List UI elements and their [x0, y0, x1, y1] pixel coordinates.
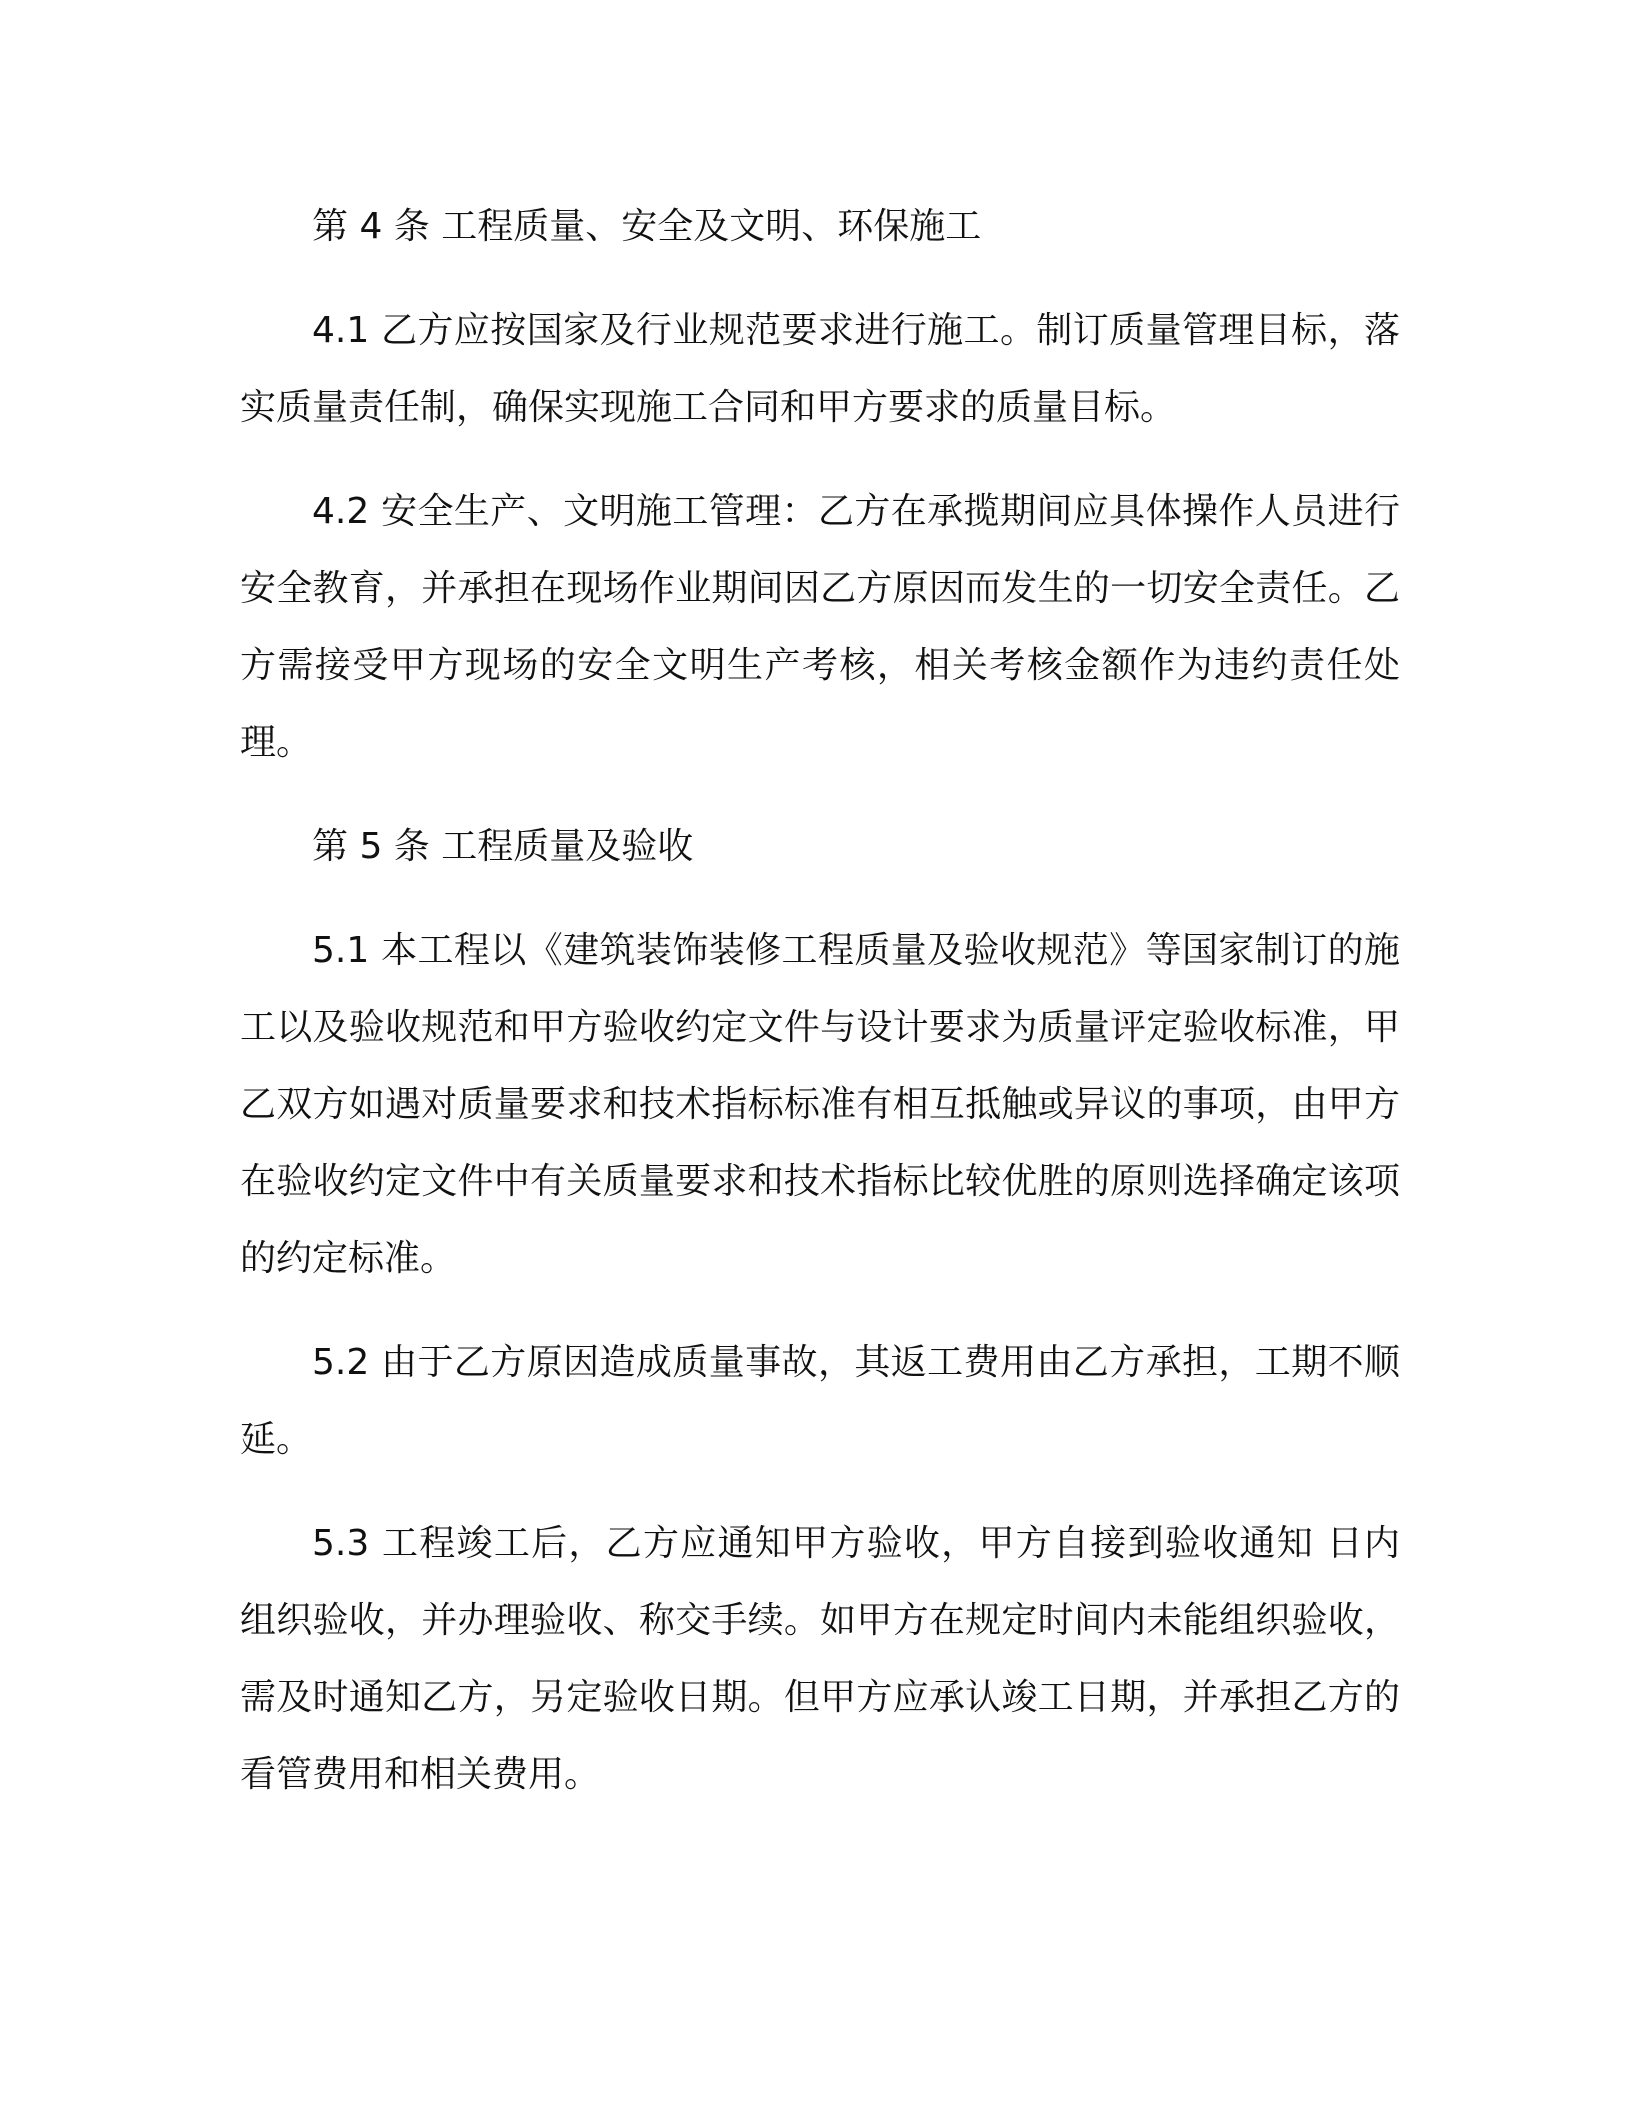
- section-4-heading: 第 4 条 工程质量、安全及文明、环保施工: [312, 206, 982, 247]
- document-body: [240, 188, 1400, 1840]
- clause-5-1: 5.1 本工程以《建筑装饰装修工程质量及验收规范》等国家制订的施工以及验收规范和甲方验收约定文件与设计要求为质量评定验收标准，甲乙双方如遇对质量要求和技术指标标准有相互抵触或异议的事项，由甲方在验收约定文件中有关质量要求和技术指标比较优胜的原则选择确定该项的约定标准。: [240, 930, 1400, 1279]
- clause-5-3: 5.3 工程竣工后，乙方应通知甲方验收，甲方自接到验收通知 日内组织验收，并办理验收、称交手续。如甲方在规定时间内未能组织验收，需及时通知乙方，另定验收日期。但甲方应承认竣工日期，并承担乙方的看管费用和相关费用。: [240, 1523, 1400, 1795]
- clause-4-2: 4.2 安全生产、文明施工管理：乙方在承揽期间应具体操作人员进行安全教育，并承担在现场作业期间因乙方原因而发生的一切安全责任。乙方需接受甲方现场的安全文明生产考核，相关考核金额作为违约责任处理。: [240, 491, 1400, 763]
- clause-4-1: 4.1 乙方应按国家及行业规范要求进行施工。制订质量管理目标，落实质量责任制，确保实现施工合同和甲方要求的质量目标。: [240, 310, 1400, 428]
- section-5-heading: 第 5 条 工程质量及验收: [312, 826, 694, 867]
- clause-5-2: 5.2 由于乙方原因造成质量事故，其返工费用由乙方承担，工期不顺延。: [240, 1342, 1400, 1460]
